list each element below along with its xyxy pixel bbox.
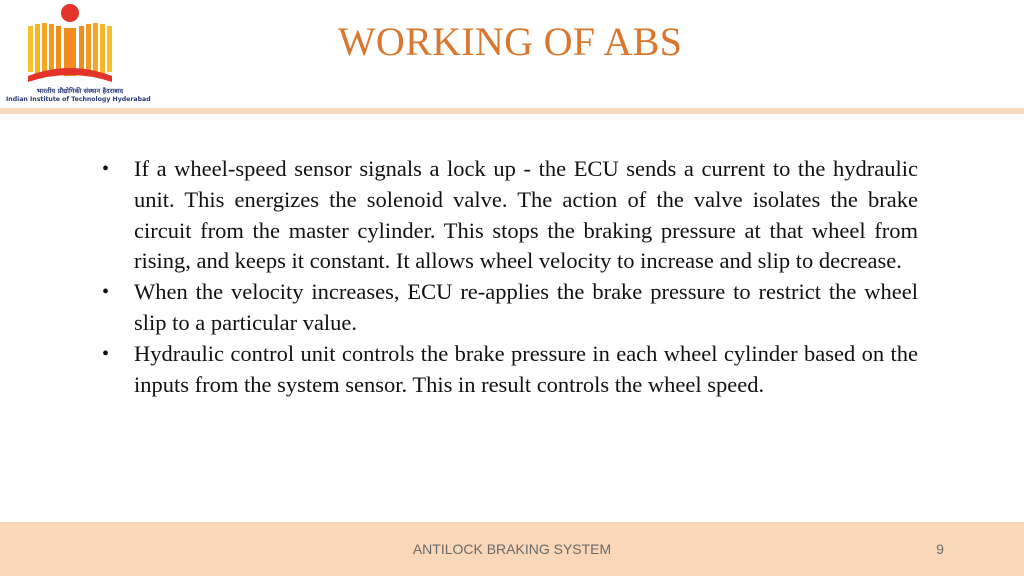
bullet-item xyxy=(100,339,918,401)
bullet-text: If a wheel-speed sensor signals a lock up - the ECU sends a current to the hydraulic unit. This energizes the solenoid valve. The action of the valve isolates the brake circuit from the master cylinder. This stops the braking pressure at that wheel from rising, and keeps it constant. It allows wheel velocity to increase and slip to decrease. xyxy=(134,156,918,274)
bullet-text: When the velocity increases, ECU re-applies the brake pressure to restrict the wheel slip to a particular value. xyxy=(134,279,918,335)
logo-hindi-text: भारतीय प्रौद्योगिकी संस्थान हैदराबाद xyxy=(36,87,124,95)
slide-body xyxy=(100,154,918,400)
bullet-text: Hydraulic control unit controls the brake pressure in each wheel cylinder based on the inputs from the system sensor. This in result controls the wheel speed. xyxy=(134,340,918,397)
header-divider xyxy=(0,108,1024,114)
page-number: 9 xyxy=(936,541,944,557)
iith-emblem-icon xyxy=(22,2,118,86)
slide-title: WORKING OF ABS xyxy=(337,19,683,64)
logo-english-text: Indian Institute of Technology Hyderabad xyxy=(6,96,151,103)
bullet-marker: • xyxy=(102,281,110,304)
bullet-item xyxy=(100,154,918,277)
slide-footer xyxy=(0,522,1024,576)
bullet-marker: • xyxy=(102,158,110,180)
bullet-marker: • xyxy=(102,342,110,365)
bullet-list xyxy=(100,154,918,400)
slide-header xyxy=(0,0,1024,108)
footer-title: ANTILOCK BRAKING SYSTEM xyxy=(412,541,612,557)
bullet-item xyxy=(100,277,918,339)
iith-logo xyxy=(6,0,151,108)
